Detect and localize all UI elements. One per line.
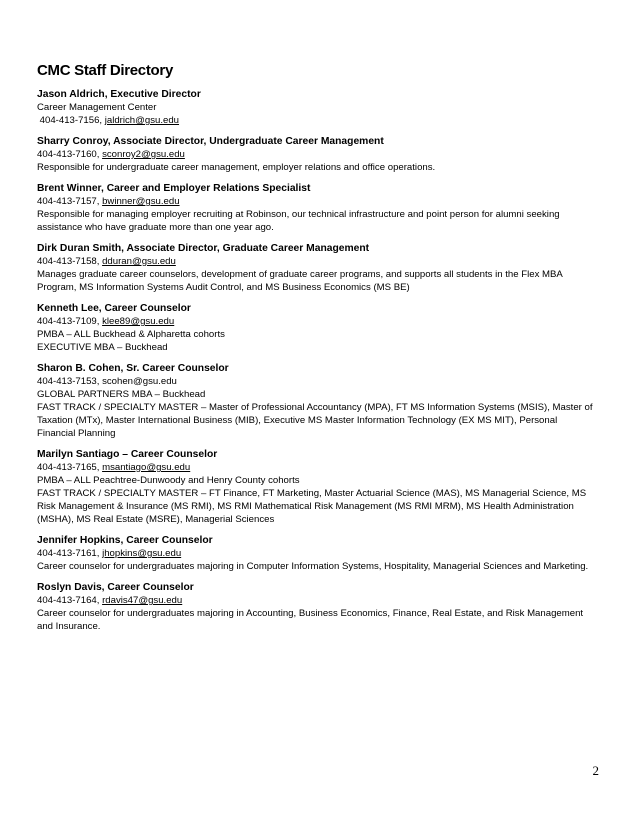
email-link[interactable]: klee89@gsu.edu — [102, 316, 175, 327]
contact-line — [37, 547, 597, 560]
staff-detail-line: Career counselor for undergraduates majoring in Accounting, Business Economics, Finance, Real Estate, and Risk Management and Insurance. — [37, 608, 584, 632]
staff-name: Sharon B. Cohen, Sr. Career Counselor — [37, 363, 229, 374]
contact-line — [37, 148, 597, 161]
email-link[interactable]: jaldrich@gsu.edu — [104, 115, 180, 126]
contact-line — [37, 255, 597, 268]
staff-detail-line: Responsible for undergraduate career management, employer relations and office operations. — [37, 162, 436, 173]
staff-detail-line: Responsible for managing employer recruiting at Robinson, our technical infrastructure and point person for alumni seeking assistance who have graduate more than one year ago. — [37, 209, 560, 233]
staff-entry — [37, 88, 597, 127]
staff-entry — [37, 135, 597, 174]
staff-entry — [37, 242, 597, 294]
staff-detail-line: Manages graduate career counselors, development of graduate career programs, and supports all students in the Flex MBA Program, MS Information Systems Audit Control, and MS Business Economics (MS BE) — [37, 269, 563, 293]
staff-name: Brent Winner, Career and Employer Relations Specialist — [37, 183, 311, 194]
contact-line — [37, 315, 597, 328]
page-title: CMC Staff Directory — [37, 62, 173, 79]
staff-detail-line: GLOBAL PARTNERS MBA – Buckhead — [37, 389, 206, 400]
staff-name: Jason Aldrich, Executive Director — [37, 89, 201, 100]
contact-line — [37, 594, 597, 607]
staff-name: Jennifer Hopkins, Career Counselor — [37, 535, 213, 546]
phone-number: 404-413-7109, — [37, 316, 103, 327]
phone-number: 404-413-7156, — [37, 115, 105, 126]
staff-entry — [37, 182, 597, 234]
contact-line — [37, 461, 597, 474]
phone-number: 404-413-7157, — [37, 196, 103, 207]
staff-detail-line: EXECUTIVE MBA – Buckhead — [37, 342, 168, 353]
email-link[interactable]: bwinner@gsu.edu — [102, 196, 180, 207]
email-link[interactable]: msantiago@gsu.edu — [102, 462, 191, 473]
staff-name: Marilyn Santiago – Career Counselor — [37, 449, 218, 460]
phone-number: 404-413-7161, — [37, 548, 103, 559]
phone-number: 404-413-7164, — [37, 595, 103, 606]
staff-detail-line: FAST TRACK / SPECIALTY MASTER – FT Finance, FT Marketing, Master Actuarial Science (MAS), MS Managerial Science, MS Risk Management & Insurance (MS RMI), MS RMI Mathematical Risk Management (MS RMI MRM), MS Health Administration (MSHA), MS Real Estate (MSRE), Managerial Sciences — [37, 488, 587, 525]
staff-name: Kenneth Lee, Career Counselor — [37, 303, 191, 314]
phone-number: 404-413-7165, — [37, 462, 103, 473]
staff-entry — [37, 302, 597, 354]
email-link[interactable]: rdavis47@gsu.edu — [102, 595, 183, 606]
email-link[interactable]: jhopkins@gsu.edu — [102, 548, 182, 559]
document-page — [37, 62, 597, 641]
email-link[interactable]: dduran@gsu.edu — [102, 256, 176, 267]
email-link[interactable]: sconroy2@gsu.edu — [102, 149, 185, 160]
staff-entry — [37, 534, 597, 573]
phone-number: 404-413-7158, — [37, 256, 103, 267]
staff-name: Roslyn Davis, Career Counselor — [37, 582, 194, 593]
contact-line — [37, 195, 597, 208]
staff-detail-line: Career counselor for undergraduates majoring in Computer Information Systems, Hospitality, Managerial Sciences and Marketing. — [37, 561, 589, 572]
page-number: 2 — [592, 763, 599, 778]
staff-detail-line: FAST TRACK / SPECIALTY MASTER – Master of Professional Accountancy (MPA), FT MS Information Systems (MSIS), Master of Taxation (MTx), Master International Business (MIB), Executive MS Master Information Technology (EX MS MIT), Personal Financial Planning — [37, 402, 593, 439]
staff-detail-line: PMBA – ALL Peachtree-Dunwoody and Henry County cohorts — [37, 475, 300, 486]
phone-number: 404-413-7160, — [37, 149, 103, 160]
staff-name: Sharry Conroy, Associate Director, Undergraduate Career Management — [37, 136, 384, 147]
staff-detail-line: Career Management Center — [37, 102, 157, 113]
staff-detail-line: PMBA – ALL Buckhead & Alpharetta cohorts — [37, 329, 225, 340]
staff-entry — [37, 448, 597, 526]
email-link: scohen@gsu.edu — [102, 376, 177, 387]
staff-entry — [37, 362, 597, 440]
contact-line — [37, 114, 597, 127]
staff-entry — [37, 581, 597, 633]
contact-line — [37, 375, 597, 388]
staff-directory — [37, 88, 597, 633]
phone-number: 404-413-7153, — [37, 376, 103, 387]
staff-name: Dirk Duran Smith, Associate Director, Graduate Career Management — [37, 243, 370, 254]
